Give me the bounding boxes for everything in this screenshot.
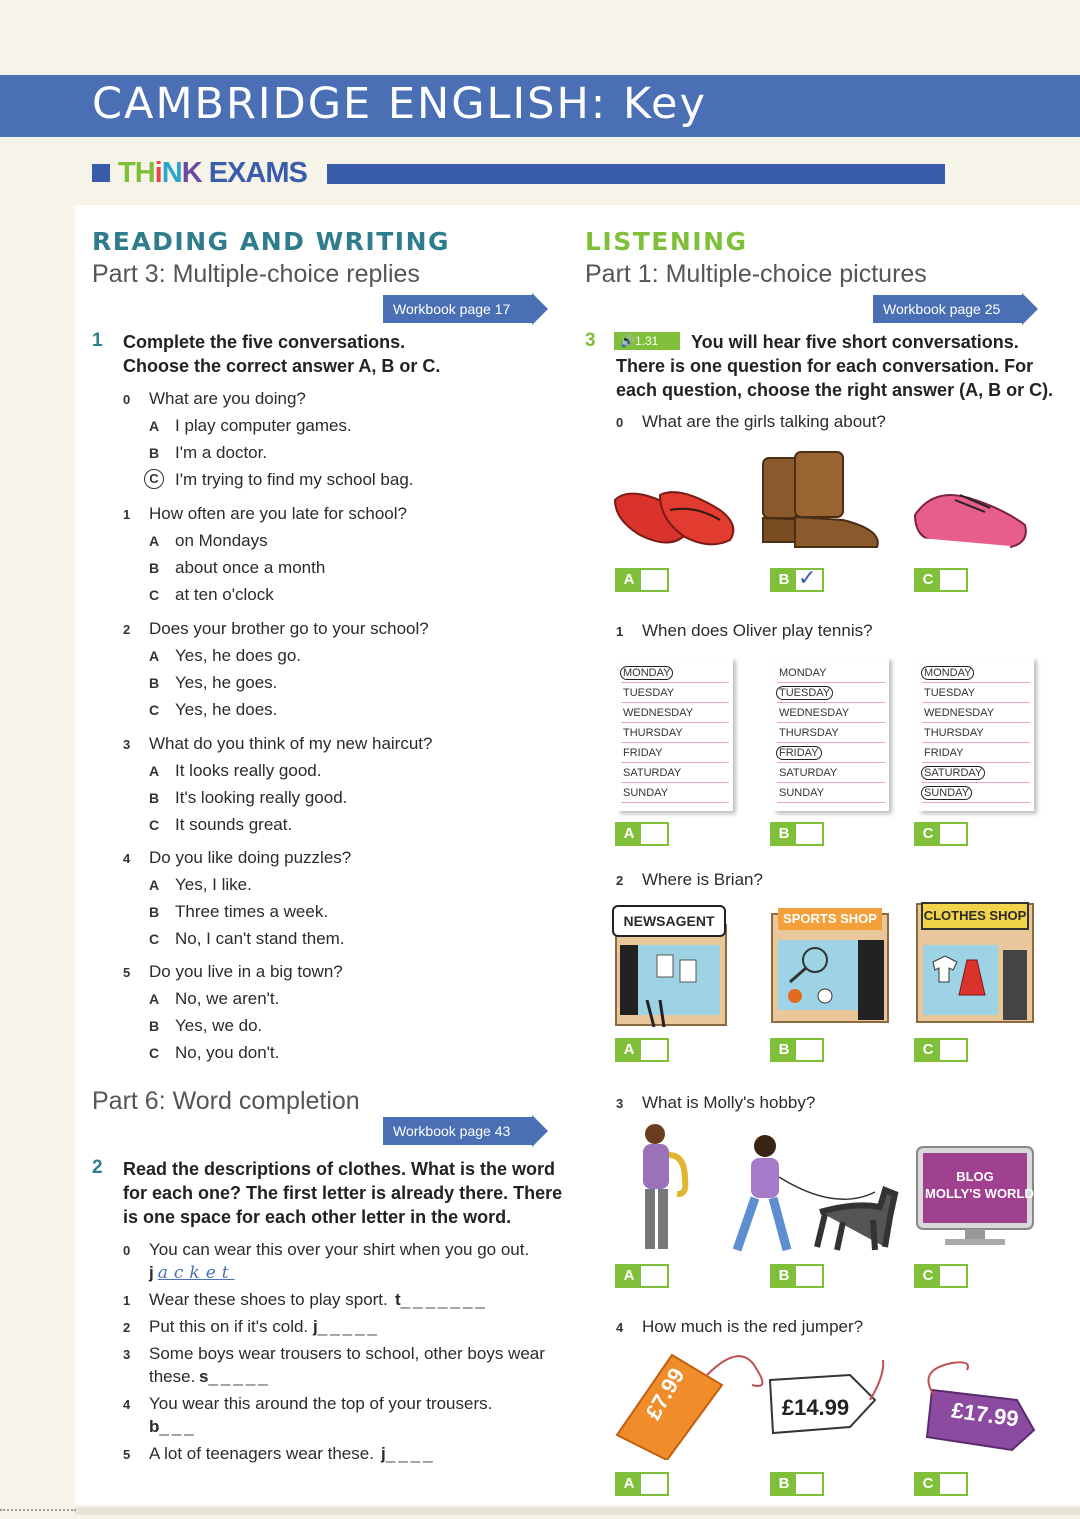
answer-box[interactable] bbox=[770, 565, 824, 592]
part3-title: Part 3: Multiple-choice replies bbox=[92, 260, 420, 288]
answer-field[interactable] bbox=[149, 1417, 197, 1437]
question-text: Do you like doing puzzles? bbox=[149, 848, 352, 867]
answer-box[interactable] bbox=[615, 822, 669, 846]
dog-walking-picture bbox=[725, 1132, 900, 1257]
answer-box-letter: A bbox=[617, 824, 641, 844]
answer-field[interactable] bbox=[149, 1263, 235, 1283]
option-letter[interactable]: A bbox=[149, 533, 160, 549]
option-letter[interactable]: C bbox=[149, 1045, 160, 1061]
option-letter[interactable]: C bbox=[149, 587, 160, 603]
calendar-day bbox=[779, 707, 849, 719]
option-text[interactable]: No, I can't stand them. bbox=[175, 929, 345, 948]
answer-blanks: ____ bbox=[385, 1444, 436, 1463]
calendar-a bbox=[617, 657, 733, 811]
option-text[interactable]: I'm a doctor. bbox=[175, 443, 268, 462]
question-text: What are you doing? bbox=[149, 389, 306, 408]
calendar-line bbox=[922, 802, 1030, 803]
calendar-day bbox=[623, 787, 668, 799]
description-text bbox=[149, 1240, 529, 1260]
page-bottom-dots bbox=[0, 1509, 76, 1511]
calendar-day bbox=[779, 727, 839, 739]
option-text[interactable]: Yes, he does go. bbox=[175, 646, 302, 665]
answer-box-letter: C bbox=[916, 1266, 940, 1286]
option-letter[interactable]: A bbox=[149, 763, 160, 779]
item-number: 4 bbox=[123, 851, 131, 866]
calendar-line bbox=[922, 722, 1030, 723]
answer-box-letter: A bbox=[617, 1474, 641, 1494]
answer-field[interactable] bbox=[381, 1444, 436, 1464]
blog-screen-text: BLOG MOLLY'S WORLD bbox=[925, 1169, 1034, 1201]
description: You can wear this over your shirt when you go out. bbox=[149, 1240, 530, 1259]
reading-writing-title: READING AND WRITING bbox=[92, 227, 451, 256]
answer-box-letter: A bbox=[617, 1266, 641, 1286]
listening-item-number: 4 bbox=[616, 1320, 624, 1335]
part6-title: Part 6: Word completion bbox=[92, 1087, 360, 1115]
calendar-line bbox=[621, 742, 729, 743]
day-label: SATURDAY bbox=[779, 767, 838, 779]
calendar-day bbox=[623, 767, 681, 779]
calendar-day bbox=[779, 667, 826, 679]
calendar-line bbox=[922, 782, 1030, 783]
item-number: 5 bbox=[123, 1447, 131, 1462]
question-number: 2 bbox=[92, 1157, 103, 1178]
item-number: 0 bbox=[123, 1243, 131, 1258]
description-text bbox=[149, 1290, 388, 1310]
description: You wear this around the top of your trousers. bbox=[149, 1394, 493, 1413]
calendar-day bbox=[623, 707, 693, 719]
calendar-line bbox=[621, 762, 729, 763]
option-text[interactable]: I'm trying to find my school bag. bbox=[175, 470, 414, 489]
listening-item-number: 1 bbox=[616, 624, 624, 639]
price-tag-a-picture bbox=[612, 1345, 777, 1460]
price-c: £17.99 bbox=[950, 1397, 1021, 1432]
listening-question-text: Where is Brian? bbox=[642, 870, 763, 889]
answer-box-letter: B bbox=[772, 1266, 796, 1286]
description-text-2: these. bbox=[149, 1367, 196, 1386]
answer-field[interactable] bbox=[313, 1317, 380, 1337]
calendar-line bbox=[777, 742, 885, 743]
answer-box-letter: B bbox=[772, 824, 796, 844]
description: Wear these shoes to play sport. bbox=[149, 1290, 388, 1309]
option-text[interactable]: No, you don't. bbox=[175, 1043, 280, 1062]
calendar-line bbox=[922, 742, 1030, 743]
answer-box[interactable] bbox=[615, 1038, 669, 1062]
question-number: 3 bbox=[585, 330, 596, 351]
boots-picture bbox=[755, 450, 885, 555]
think-exams-logo: THiNK EXAMS bbox=[118, 157, 307, 189]
answer-box[interactable] bbox=[615, 568, 669, 592]
description: A lot of teenagers wear these. bbox=[149, 1444, 374, 1463]
day-label: SATURDAY bbox=[623, 767, 682, 779]
answer-blanks: ___ bbox=[159, 1417, 197, 1436]
calendar-day bbox=[623, 687, 674, 699]
option-letter[interactable]: B bbox=[149, 675, 160, 691]
option-letter[interactable]: C bbox=[149, 702, 160, 718]
option-letter[interactable]: A bbox=[149, 418, 160, 434]
answer-box[interactable] bbox=[914, 1038, 968, 1062]
item-number: 1 bbox=[123, 507, 131, 522]
day-label: WEDNESDAY bbox=[623, 707, 694, 719]
part1-title: Part 1: Multiple-choice pictures bbox=[585, 260, 927, 288]
answer-box[interactable] bbox=[914, 568, 968, 592]
listening-title: LISTENING bbox=[585, 227, 748, 256]
option-text[interactable]: It's looking really good. bbox=[175, 788, 348, 807]
calendar-line bbox=[777, 802, 885, 803]
first-letter: j bbox=[313, 1317, 318, 1336]
day-label: MONDAY bbox=[779, 667, 827, 679]
day-label: SUNDAY bbox=[921, 786, 972, 800]
banner bbox=[0, 75, 1080, 137]
option-letter[interactable]: A bbox=[149, 648, 160, 664]
saxophone-player-picture bbox=[625, 1120, 705, 1260]
answer-field[interactable] bbox=[395, 1290, 488, 1310]
tick-icon: ✓ bbox=[798, 565, 817, 590]
item-number: 5 bbox=[123, 965, 131, 980]
item-number: 1 bbox=[123, 1293, 131, 1308]
calendar-day bbox=[924, 727, 984, 739]
first-letter: s bbox=[199, 1367, 209, 1386]
item-number: 2 bbox=[123, 1320, 131, 1335]
option-letter[interactable]: B bbox=[149, 790, 160, 806]
first-letter: b bbox=[149, 1417, 160, 1436]
day-label: FRIDAY bbox=[776, 746, 822, 760]
listening-item-number: 3 bbox=[616, 1096, 624, 1111]
calendar-line bbox=[621, 702, 729, 703]
answer-box-letter: C bbox=[916, 1040, 940, 1060]
clothes-shop-sign: CLOTHES SHOP bbox=[921, 902, 1029, 930]
listening-item-number: 2 bbox=[616, 873, 624, 888]
day-label: THURSDAY bbox=[623, 727, 683, 739]
calendar-line bbox=[777, 762, 885, 763]
option-letter[interactable]: B bbox=[149, 560, 160, 576]
listening-item-number: 0 bbox=[616, 415, 624, 430]
calendar-line bbox=[922, 682, 1030, 683]
calendar-line bbox=[922, 702, 1030, 703]
option-letter[interactable]: A bbox=[149, 991, 160, 1007]
listening-question-text: When does Oliver play tennis? bbox=[642, 621, 873, 640]
day-label: WEDNESDAY bbox=[779, 707, 850, 719]
day-label: TUESDAY bbox=[924, 687, 976, 699]
day-label: SATURDAY bbox=[921, 766, 985, 780]
calendar-line bbox=[621, 802, 729, 803]
speaker-icon: 🔊 bbox=[620, 334, 635, 348]
question-text: Does your brother go to your school? bbox=[149, 619, 429, 638]
question-text: What do you think of my new haircut? bbox=[149, 734, 433, 753]
calendar-day bbox=[623, 667, 673, 679]
item-number: 3 bbox=[123, 1347, 131, 1362]
banner-title: CAMBRIDGE ENGLISH: Key bbox=[92, 79, 707, 129]
option-letter[interactable]: B bbox=[149, 1018, 160, 1034]
item-number: 4 bbox=[123, 1397, 131, 1412]
option-text[interactable]: at ten o'clock bbox=[175, 585, 274, 604]
calendar-day bbox=[779, 687, 833, 699]
description-text bbox=[149, 1317, 308, 1337]
calendar-day bbox=[924, 687, 975, 699]
listening-question-text: What are the girls talking about? bbox=[642, 412, 886, 431]
sample-answer: acket bbox=[157, 1263, 235, 1283]
instruction: Complete the five conversations. Choose the correct answer A, B or C. bbox=[123, 332, 441, 376]
calendar-line bbox=[777, 722, 885, 723]
calendar-line bbox=[777, 782, 885, 783]
item-number: 2 bbox=[123, 622, 131, 637]
option-text[interactable]: Yes, I like. bbox=[175, 875, 252, 894]
option-letter[interactable]: B bbox=[149, 445, 160, 461]
day-label: MONDAY bbox=[620, 666, 673, 680]
option-text[interactable]: Three times a week. bbox=[175, 902, 329, 921]
header-square bbox=[92, 164, 110, 182]
option-text[interactable]: on Mondays bbox=[175, 531, 268, 550]
answer-box-letter: B bbox=[772, 1474, 796, 1494]
listening-question-text: How much is the red jumper? bbox=[642, 1317, 864, 1336]
answer-box-letter: B bbox=[772, 570, 796, 590]
option-text[interactable]: It looks really good. bbox=[175, 761, 322, 780]
option-text[interactable]: Yes, he goes. bbox=[175, 673, 278, 692]
answer-box[interactable] bbox=[914, 1472, 968, 1496]
day-label: THURSDAY bbox=[779, 727, 839, 739]
day-label: TUESDAY bbox=[623, 687, 675, 699]
workbook-link-25[interactable]: Workbook page 25 bbox=[873, 295, 1022, 323]
calendar-line bbox=[777, 682, 885, 683]
option-letter[interactable]: A bbox=[149, 877, 160, 893]
calendar-day bbox=[623, 747, 663, 759]
trainers-picture bbox=[910, 470, 1040, 560]
day-label: SUNDAY bbox=[623, 787, 669, 799]
calendar-day bbox=[924, 707, 994, 719]
description-text bbox=[149, 1394, 492, 1414]
question-text: Do you live in a big town? bbox=[149, 962, 343, 981]
answer-box-letter: B bbox=[772, 1040, 796, 1060]
calendar-line bbox=[621, 782, 729, 783]
option-text[interactable]: about once a month bbox=[175, 558, 326, 577]
calendar-b bbox=[773, 657, 889, 811]
answer-box[interactable] bbox=[770, 1264, 824, 1288]
answer-box[interactable] bbox=[615, 1264, 669, 1288]
calendar-c bbox=[918, 657, 1034, 811]
option-text[interactable]: Yes, he does. bbox=[175, 700, 278, 719]
audio-track-badge[interactable]: 🔊1.31 bbox=[614, 332, 680, 350]
calendar-day bbox=[924, 787, 972, 799]
calendar-line bbox=[621, 722, 729, 723]
first-letter: j bbox=[149, 1263, 154, 1282]
calendar-day bbox=[623, 727, 683, 739]
question-text: How often are you late for school? bbox=[149, 504, 407, 523]
day-label: MONDAY bbox=[921, 666, 974, 680]
answer-box-letter: A bbox=[617, 1040, 641, 1060]
description: Some boys wear trousers to school, other boys wear bbox=[149, 1344, 545, 1363]
day-label: SUNDAY bbox=[779, 787, 825, 799]
option-letter[interactable]: B bbox=[149, 904, 160, 920]
day-label: TUESDAY bbox=[776, 686, 833, 700]
day-label: THURSDAY bbox=[924, 727, 984, 739]
sports-shop-sign: SPORTS SHOP bbox=[778, 908, 882, 930]
ballet-shoes-picture bbox=[610, 465, 745, 555]
calendar-day bbox=[779, 747, 822, 759]
calendar-day bbox=[924, 747, 964, 759]
answer-box[interactable] bbox=[770, 1472, 824, 1496]
answer-box[interactable] bbox=[770, 1038, 824, 1062]
description: Put this on if it's cold. bbox=[149, 1317, 309, 1336]
newsagent-sign: NEWSAGENT bbox=[612, 905, 726, 937]
workbook-link-43[interactable]: Workbook page 43 bbox=[383, 1117, 532, 1145]
answer-blanks: _______ bbox=[400, 1290, 488, 1309]
price-a: £7.99 bbox=[640, 1363, 690, 1424]
calendar-day bbox=[779, 767, 837, 779]
description-text bbox=[149, 1444, 374, 1464]
item-number: 0 bbox=[123, 392, 131, 407]
answer-box-letter: C bbox=[916, 824, 940, 844]
calendar-day bbox=[924, 767, 985, 779]
option-text[interactable]: I play computer games. bbox=[175, 416, 352, 435]
page-bottom-bar bbox=[75, 1507, 1080, 1515]
price-b: £14.99 bbox=[781, 1395, 850, 1420]
answer-box[interactable] bbox=[770, 822, 824, 846]
option-letter[interactable]: C bbox=[144, 469, 164, 489]
day-label: FRIDAY bbox=[623, 747, 663, 759]
instruction: Read the descriptions of clothes. What is the word for each one? The first letter is already there. There is one space for each other letter in the word. bbox=[123, 1159, 563, 1227]
first-letter: j bbox=[381, 1444, 386, 1463]
day-label: WEDNESDAY bbox=[924, 707, 995, 719]
description-text bbox=[149, 1344, 545, 1364]
option-letter[interactable]: C bbox=[149, 931, 160, 947]
calendar-line bbox=[621, 682, 729, 683]
calendar-day bbox=[779, 787, 824, 799]
answer-blanks: _____ bbox=[208, 1367, 271, 1386]
answer-box-letter: C bbox=[916, 1474, 940, 1494]
answer-box-letter: A bbox=[617, 570, 641, 590]
calendar-line bbox=[922, 762, 1030, 763]
answer-box-letter: C bbox=[916, 570, 940, 590]
first-letter: t bbox=[395, 1290, 401, 1309]
option-letter[interactable]: C bbox=[149, 817, 160, 833]
calendar-day bbox=[924, 667, 974, 679]
question-number: 1 bbox=[92, 330, 103, 351]
header-bar bbox=[327, 164, 945, 184]
answer-box[interactable] bbox=[615, 1472, 669, 1496]
answer-box[interactable] bbox=[914, 822, 968, 846]
option-text[interactable]: It sounds great. bbox=[175, 815, 293, 834]
answer-field[interactable] bbox=[199, 1367, 271, 1387]
answer-box[interactable] bbox=[914, 1264, 968, 1288]
calendar-line bbox=[777, 702, 885, 703]
workbook-link-17[interactable]: Workbook page 17 bbox=[383, 295, 532, 323]
listening-question-text: What is Molly's hobby? bbox=[642, 1093, 816, 1112]
instruction: You will hear five short conversations. There is one question for each conversation. For each question, choose the right answer (A, B or C). bbox=[616, 332, 1054, 400]
think-exams-header bbox=[92, 157, 945, 189]
day-label: FRIDAY bbox=[924, 747, 964, 759]
option-text[interactable]: Yes, we do. bbox=[175, 1016, 263, 1035]
option-text[interactable]: No, we aren't. bbox=[175, 989, 280, 1008]
item-number: 3 bbox=[123, 737, 131, 752]
answer-blanks: _____ bbox=[317, 1317, 381, 1336]
